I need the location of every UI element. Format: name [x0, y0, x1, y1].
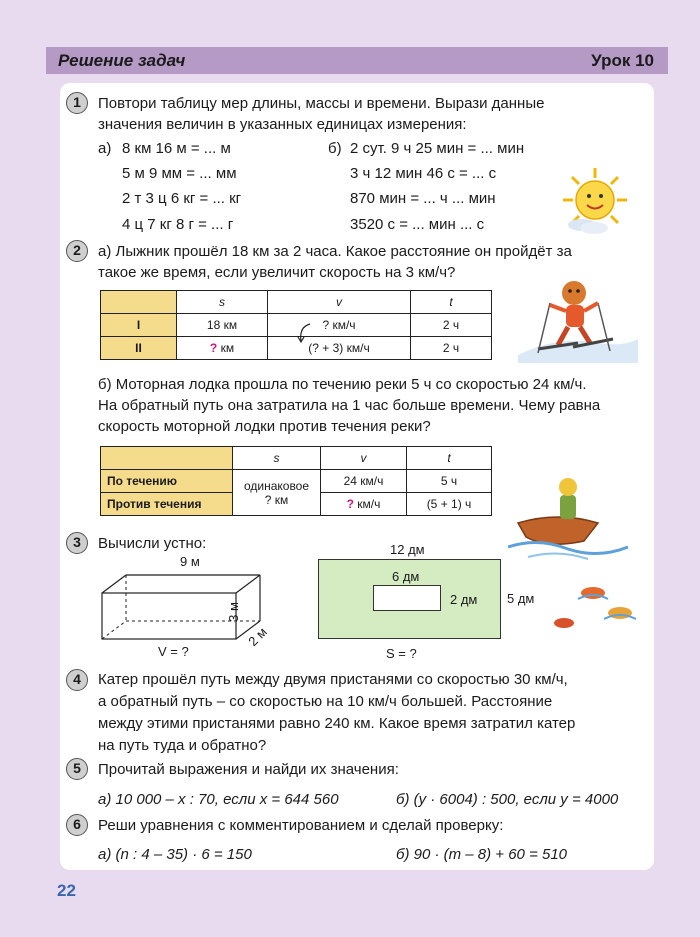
cell-v: (? + 3) км/ч [268, 337, 411, 360]
page-number: 22 [57, 881, 76, 900]
task-1-a-item: 8 км 16 м = ... м [122, 140, 231, 157]
cell-t: (5 + 1) ч [407, 493, 492, 516]
rect-formula: S = ? [386, 646, 417, 661]
rect-outer-width-label: 12 дм [390, 542, 425, 557]
inner-rectangle [373, 585, 441, 611]
task-1-number: 1 [66, 92, 88, 114]
table-row [101, 447, 492, 470]
task-2-a-line1: а) Лыжник прошёл 18 км за 2 часа. Какое расстояние он пройдёт за [98, 243, 572, 260]
task-5-number: 5 [66, 758, 88, 780]
content-card [60, 83, 654, 870]
cell-s [177, 337, 268, 360]
task-1-a-label: а) [98, 140, 112, 157]
box-length-label: 9 м [180, 554, 200, 569]
task-1-text-line1: Повтори таблицу мер длины, массы и времени. Вырази данные [98, 95, 545, 112]
header-v: v [321, 447, 407, 470]
task-4-line: а обратный путь – со скоростью на 10 км/ч большей. Расстояние [98, 693, 553, 710]
box-formula: V = ? [158, 644, 189, 659]
task-4-text [98, 669, 646, 757]
cell-s-line2: ? км [264, 492, 289, 507]
task-2-a-line2: такое же время, если увеличит скорость на 3 км/ч? [98, 264, 456, 281]
table-row [101, 291, 492, 314]
row-label: I [101, 314, 177, 337]
page-header [46, 47, 668, 74]
rect-outer-height-label: 5 дм [507, 591, 535, 606]
task-1-text-line2: значения величин в указанных единицах измерения: [98, 116, 467, 133]
task-4-number: 4 [66, 669, 88, 691]
row-label: Против течения [101, 493, 233, 516]
task-2-b-line1: б) Моторная лодка прошла по течению реки 5 ч со скоростью 24 км/ч. [98, 376, 587, 393]
table-row [101, 470, 492, 493]
header-t: t [407, 447, 492, 470]
task-1-a-item: 5 м 9 мм = ... мм [122, 165, 237, 182]
task-5-b: б) (y · 6004) : 500, если y = 4000 [396, 791, 619, 808]
skier-illustration [518, 273, 638, 363]
task-4-line: между этими пристанями равно 240 км. Какое время затратил катер [98, 715, 576, 732]
task-1-a-item: 2 т 3 ц 6 кг = ... кг [122, 190, 242, 207]
task-3-text: Вычисли устно: [98, 535, 207, 552]
box-height-label: 3 м [225, 602, 241, 622]
header-s: s [233, 447, 321, 470]
curved-arrow-icon [294, 321, 314, 345]
task-1-b-item: 3520 с = ... мин ... с [350, 216, 485, 233]
lesson-title: Урок 10 [591, 50, 654, 70]
cell-v-unit: км/ч [353, 497, 381, 511]
task-1-b-item: 3 ч 12 мин 46 с = ... с [350, 165, 497, 182]
cell-v: ? км/ч [268, 314, 411, 337]
cell-s-merged [233, 470, 321, 516]
cell-v [321, 493, 407, 516]
task-4-line: на путь туда и обратно? [98, 737, 267, 754]
task-2-b-line3: скорость моторной лодки против течения реки? [98, 418, 431, 435]
task-5-text: Прочитай выражения и найди их значения: [98, 761, 399, 778]
cell-t: 2 ч [411, 337, 492, 360]
task-2-number: 2 [66, 240, 88, 262]
section-title: Решение задач [58, 50, 186, 70]
cell-s: 18 км [177, 314, 268, 337]
box-depth-label: 2 м [245, 624, 270, 649]
header-t: t [411, 291, 492, 314]
question-mark: ? [346, 497, 354, 511]
header-s: s [177, 291, 268, 314]
task-6-a: а) (n : 4 – 35) · 6 = 150 [98, 846, 252, 863]
cell-t: 5 ч [407, 470, 492, 493]
task-1-b-item: 870 мин = ... ч ... мин [350, 190, 496, 207]
row-label: По течению [101, 470, 233, 493]
boat-table [100, 446, 492, 516]
table-corner [101, 291, 177, 314]
question-mark: ? [209, 341, 218, 355]
rect-inner-width-label: 6 дм [392, 569, 420, 584]
header-v: v [268, 291, 411, 314]
table-corner [101, 447, 233, 470]
task-1-b-label: б) [328, 140, 342, 157]
sun-illustration [560, 165, 630, 235]
rect-inner-height-label: 2 дм [450, 592, 478, 607]
task-5-a: а) 10 000 – x : 70, если x = 644 560 [98, 791, 339, 808]
task-6-text: Реши уравнения с комментированием и сделай проверку: [98, 817, 504, 834]
task-1-b-item: 2 сут. 9 ч 25 мин = ... мин [350, 140, 525, 157]
task-4-line: Катер прошёл путь между двумя пристанями со скоростью 30 км/ч, [98, 671, 568, 688]
task-3-number: 3 [66, 532, 88, 554]
row-label: II [101, 337, 177, 360]
task-2-b-line2: На обратный путь она затратила на 1 час больше времени. Чему равна [98, 397, 601, 414]
cell-s-unit: км [217, 341, 235, 355]
cell-v: 24 км/ч [321, 470, 407, 493]
cell-s-line1: одинаковое [243, 478, 310, 493]
task-6-b: б) 90 · (m – 8) + 60 = 510 [396, 846, 568, 863]
task-1-a-item: 4 ц 7 кг 8 г = ... г [122, 216, 234, 233]
task-6-number: 6 [66, 814, 88, 836]
cell-t: 2 ч [411, 314, 492, 337]
